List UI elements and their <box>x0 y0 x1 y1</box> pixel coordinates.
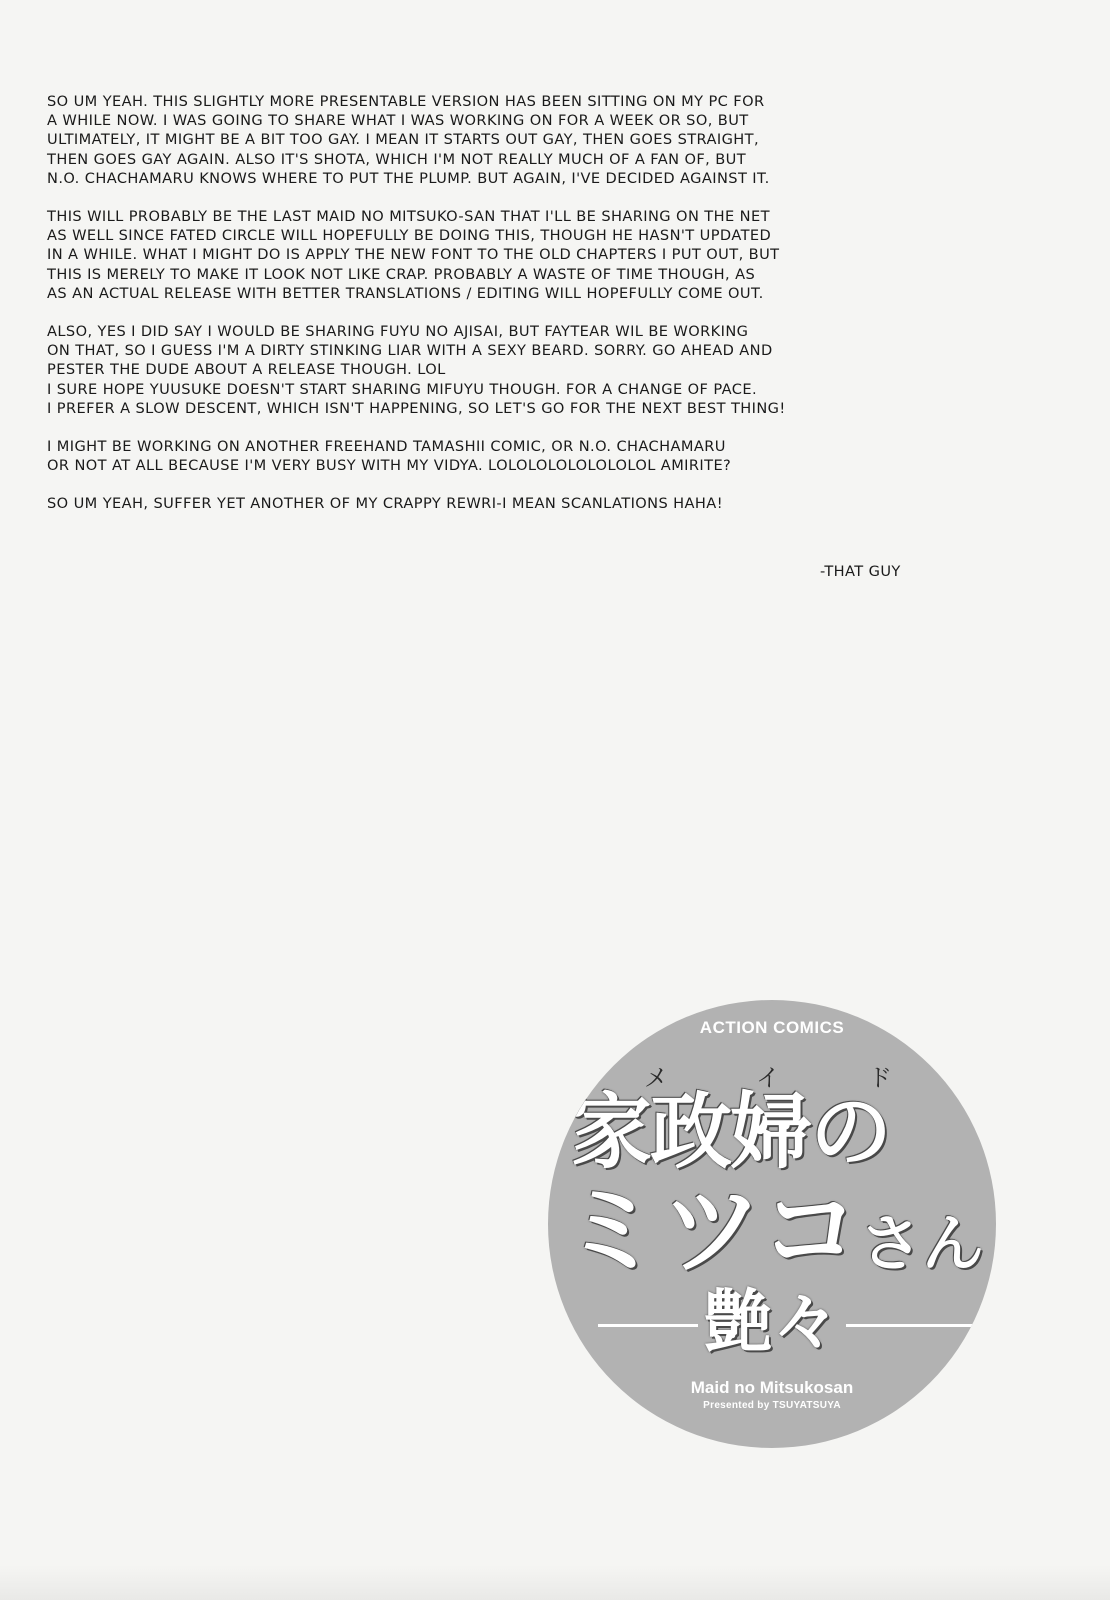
note-line: N.O. CHACHAMARU KNOWS WHERE TO PUT THE PLUMP. BUT AGAIN, I'VE DECIDED AGAINST IT. <box>47 169 770 187</box>
note-line: ON THAT, SO I GUESS I'M A DIRTY STINKING LIAR WITH A SEXY BEARD. SORRY. GO AHEAD AND <box>47 342 773 360</box>
translator-note <box>47 92 1007 533</box>
ruby-char: ド <box>868 1064 892 1092</box>
note-line: ALSO, YES I DID SAY I WOULD BE SHARING FUYU NO AJISAI, BUT FAYTEAR WIL BE WORKING <box>47 323 749 341</box>
note-line: I SURE HOPE YUUSUKE DOESN'T START SHARING MIFUYU THOUGH. FOR A CHANGE OF PACE. <box>47 380 757 398</box>
author-credit: Presented by TSUYATSUYA <box>703 1400 841 1411</box>
note-line: A WHILE NOW. I WAS GOING TO SHARE WHAT I WAS WORKING ON FOR A WEEK OR SO, BUT <box>47 112 749 130</box>
note-line: I PREFER A SLOW DESCENT, WHICH ISN'T HAPPENING, SO LET'S GO FOR THE NEXT BEST THING! <box>47 399 786 417</box>
note-paragraph-5 <box>47 494 1007 513</box>
note-paragraph-4 <box>47 437 1007 475</box>
page-bottom-edge <box>0 1565 1110 1600</box>
note-line: THEN GOES GAY AGAIN. ALSO IT'S SHOTA, WHICH I'M NOT REALLY MUCH OF A FAN OF, BUT <box>47 150 747 168</box>
title-line-2 <box>562 1172 996 1299</box>
publisher-label: ACTION COMICS <box>699 1018 845 1037</box>
title-line-3-wrap <box>548 1282 996 1362</box>
ruby-char: メ <box>644 1064 668 1092</box>
note-line: SO UM YEAH, SUFFER YET ANOTHER OF MY CRAPPY REWRI-I MEAN SCANLATIONS HAHA! <box>47 495 723 513</box>
note-paragraph-1 <box>47 92 1007 188</box>
note-paragraph-3 <box>47 322 1007 418</box>
note-line: I MIGHT BE WORKING ON ANOTHER FREEHAND TAMASHII COMIC, OR N.O. CHACHAMARU <box>47 438 726 456</box>
romaji-title: Maid no Mitsukosan <box>690 1378 854 1397</box>
book-title-emblem <box>548 1000 996 1448</box>
note-line: THIS IS MERELY TO MAKE IT LOOK NOT LIKE CRAP. PROBABLY A WASTE OF TIME THOUGH, AS <box>47 265 756 283</box>
note-line: IN A WHILE. WHAT I MIGHT DO IS APPLY THE NEW FONT TO THE OLD CHAPTERS I PUT OUT, BUT <box>47 246 780 264</box>
note-line: AS AN ACTUAL RELEASE WITH BETTER TRANSLATIONS / EDITING WILL HOPEFULLY COME OUT. <box>47 284 764 302</box>
note-paragraph-2 <box>47 207 1007 303</box>
note-line: ULTIMATELY, IT MIGHT BE A BIT TOO GAY. I MEAN IT STARTS OUT GAY, THEN GOES STRAIGHT, <box>47 131 760 149</box>
signature: -THAT GUY <box>820 563 901 580</box>
note-line: OR NOT AT ALL BECAUSE I'M VERY BUSY WITH MY VIDYA. LOLOLOLOLOLOLOLOL AMIRITE? <box>47 457 732 475</box>
note-line: PESTER THE DUDE ABOUT A RELEASE THOUGH. LOL <box>47 361 446 379</box>
title-line-1: 家政婦の <box>570 1084 891 1180</box>
note-line: SO UM YEAH. THIS SLIGHTLY MORE PRESENTABLE VERSION HAS BEEN SITTING ON MY PC FOR <box>47 93 765 110</box>
ruby-char: イ <box>756 1064 780 1092</box>
note-line: THIS WILL PROBABLY BE THE LAST MAID NO MITSUKO-SAN THAT I'LL BE SHARING ON THE NET <box>47 208 770 226</box>
title-line-2-main: ミツコ <box>562 1172 860 1289</box>
title-line-3: 艶々 <box>703 1282 840 1362</box>
note-line: AS WELL SINCE FATED CIRCLE WILL HOPEFULLY BE DOING THIS, THOUGH HE HASN'T UPDATED <box>47 227 772 245</box>
title-line-2-suffix: さん <box>860 1207 985 1280</box>
